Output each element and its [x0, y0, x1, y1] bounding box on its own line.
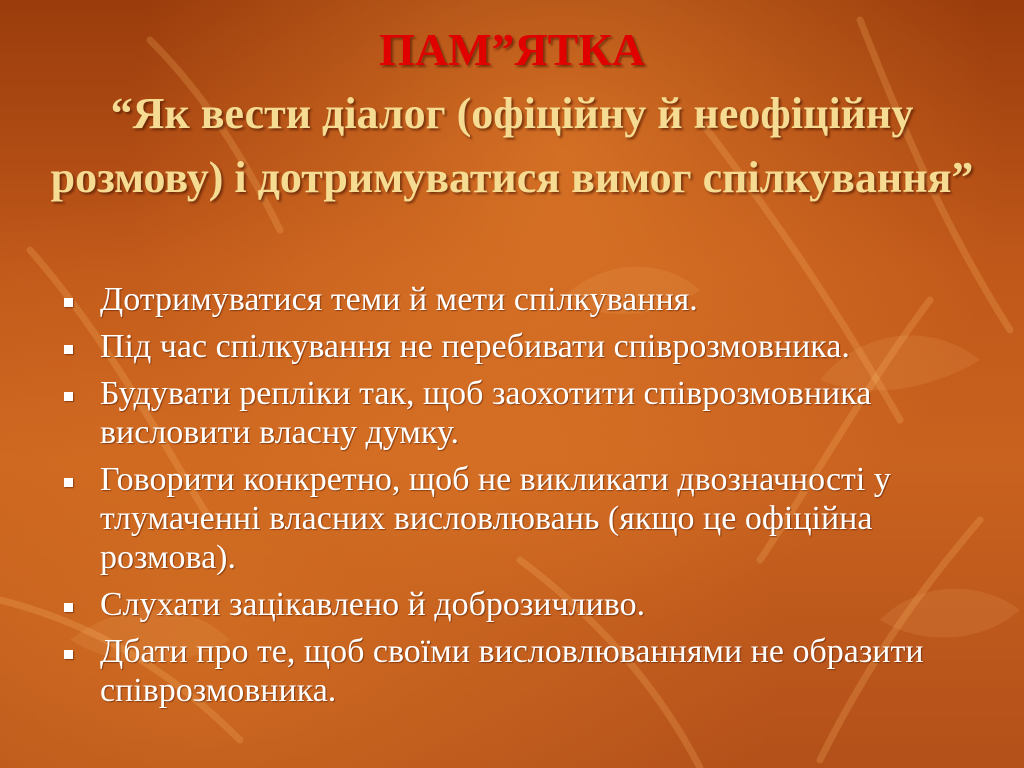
list-item: [56, 585, 986, 624]
list-item-text: Слухати зацікавлено й доброзичливо.: [100, 586, 646, 623]
bullet-square-icon: [64, 298, 73, 307]
bullet-square-icon: [64, 478, 73, 487]
list-item-text: Дбати про те, щоб своїми висловлюваннями не образити співрозмовника.: [100, 633, 924, 709]
bullet-square-icon: [64, 345, 73, 354]
bullet-square-icon: [64, 392, 73, 401]
list-item: [56, 460, 986, 577]
title-block: [40, 18, 984, 210]
list-item: [56, 327, 986, 366]
bullet-square-icon: [64, 603, 73, 612]
list-item: [56, 280, 986, 319]
bullet-square-icon: [64, 650, 73, 659]
list-item-text: Під час спілкування не перебивати співрозмовника.: [100, 328, 850, 365]
list-item: [56, 374, 986, 452]
slide-title: ПАМ”ЯТКА: [379, 24, 645, 75]
slide-subtitle: “Як вести діалог (офіційну й неофіційну розмову) і дотримуватися вимог спілкування”: [50, 89, 974, 202]
list-item-text: Говорити конкретно, щоб не викликати двозначності у тлумаченні власних висловлювань (якщо це офіційна розмова).: [100, 461, 891, 576]
list-item: [56, 632, 986, 710]
bullet-list: [56, 280, 986, 718]
list-item-text: Будувати репліки так, щоб заохотити співрозмовника висловити власну думку.: [100, 375, 872, 451]
list-item-text: Дотримуватися теми й мети спілкування.: [100, 281, 698, 318]
